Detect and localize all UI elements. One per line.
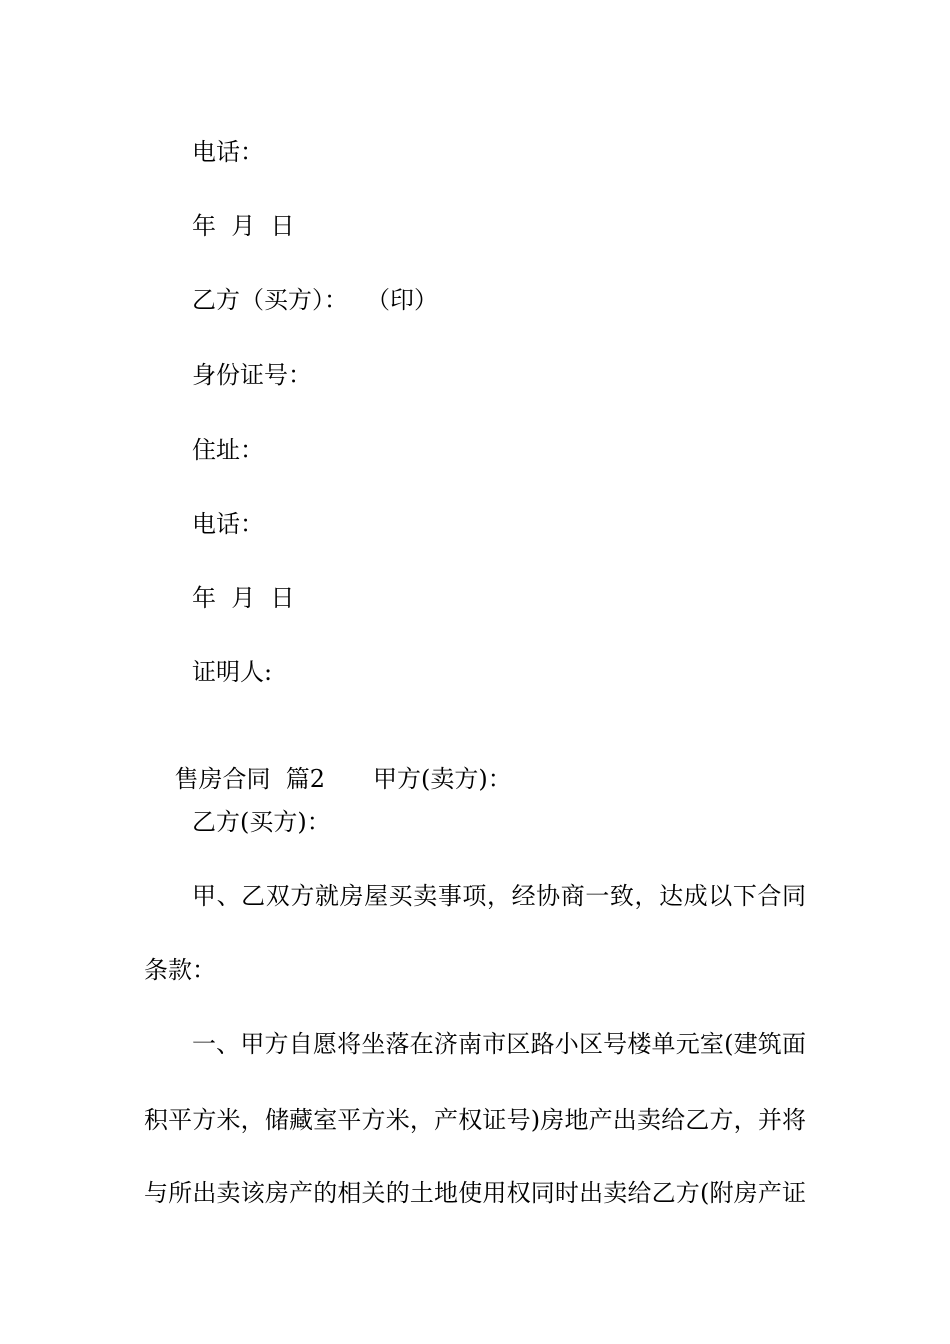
buyer-label: 乙方（买方）： [192, 286, 348, 314]
paragraph-1-line-1: 甲、乙双方就房屋买卖事项，经协商一致，达成以下合同 [192, 882, 806, 910]
paragraph-2-line-3: 与所出卖该房产的相关的土地使用权同时出卖给乙方(附房产证 [144, 1179, 806, 1207]
phone-line-1: 电话： [192, 138, 264, 166]
paragraph-1-line-2: 条款： [144, 956, 216, 984]
section-title: 售房合同 篇2 [174, 765, 326, 793]
address-line: 住址： [192, 436, 264, 464]
paragraph-2-line-2: 积平方米，储藏室平方米，产权证号)房地产出卖给乙方，并将 [144, 1106, 806, 1134]
id-number-line: 身份证号： [192, 361, 312, 389]
date-line-1: 年 月 日 [192, 212, 295, 240]
date-line-2: 年 月 日 [192, 584, 295, 612]
buyer-line: 乙方(买方)： [192, 808, 331, 836]
seal-label: （印） [378, 286, 438, 314]
paragraph-2-line-1: 一、甲方自愿将坐落在济南市区路小区号楼单元室(建筑面 [192, 1030, 806, 1058]
seller-label: 甲方(卖方)： [373, 765, 512, 793]
buyer-label-line [192, 284, 438, 316]
phone-line-2: 电话： [192, 510, 264, 538]
witness-line: 证明人: [192, 658, 273, 686]
